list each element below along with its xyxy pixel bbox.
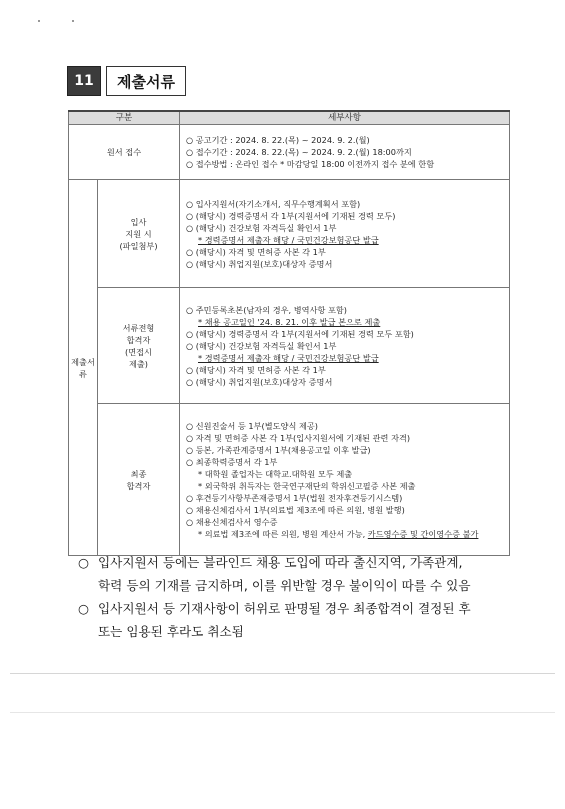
list-item: ○ (해당시) 건강보험 자격득실 확인서 1부 <box>186 222 337 233</box>
table-row-doc-pass <box>69 288 510 404</box>
table-header-row <box>69 111 510 125</box>
bullet-icon: ○ <box>78 601 89 616</box>
list-item: ○ (해당시) 경력증명서 각 1부(지원서에 기재된 경력 모두 포함) <box>186 328 414 339</box>
label-line: 합격자 <box>126 334 151 345</box>
label-line: 지원 시 <box>125 228 152 239</box>
note-underlined: 카드영수증 및 간이영수증 불가 <box>367 528 479 539</box>
scan-line <box>10 712 555 713</box>
list-note <box>186 352 505 364</box>
list-item: ○ (해당시) 취업지원(보호)대상자 증명서 <box>186 258 333 269</box>
label-line: (면접시 <box>125 346 152 357</box>
scan-line <box>10 673 555 674</box>
list-item: ○ 입사지원서(자기소개서, 직무수행계획서 포함) <box>186 198 361 209</box>
label-line: 입사 <box>130 216 147 227</box>
note-underlined: * 채용 공고일인 '24. 8. 21. 이후 발급 본으로 제출 <box>198 316 381 327</box>
list-item: ○ 등본, 가족관계증명서 1부(채용공고일 이후 발급) <box>186 444 371 455</box>
documents-table <box>68 110 510 556</box>
table-row-reception <box>69 125 510 180</box>
table-row-final <box>69 404 510 556</box>
label-line: 제출) <box>128 358 148 369</box>
notice-list <box>78 551 518 643</box>
notice-text: 또는 임용된 후라도 취소됨 <box>98 624 244 639</box>
header-details: 세부사항 <box>180 111 510 125</box>
header-category: 구분 <box>69 111 180 125</box>
list-item: ○ 채용신체검사서 영수증 <box>186 516 278 527</box>
notice-item <box>78 551 518 597</box>
list-item: ○ 신원진술서 등 1부(별도양식 제공) <box>186 420 318 431</box>
section-title: 제출서류 <box>106 66 186 96</box>
final-list <box>186 420 505 528</box>
section-number: 11 <box>67 66 101 96</box>
label-line: 합격자 <box>126 480 151 491</box>
scan-speck <box>72 20 74 22</box>
list-item: ○ 최종학력증명서 각 1부 <box>186 456 278 467</box>
doc-pass-details <box>180 288 510 404</box>
section-header <box>67 66 186 96</box>
list-item: ○ 공고기간 : 2024. 8. 22.(목) ~ 2024. 9. 2.(월) <box>186 135 370 145</box>
list-note: * 외국학위 취득자는 한국연구재단의 학위신고필증 사본 제출 <box>198 480 416 491</box>
list-item: ○ (해당시) 경력증명서 각 1부(지원서에 기재된 경력 모두) <box>186 210 396 221</box>
doc-pass-label <box>98 288 180 404</box>
label-line: 서류전형 <box>122 322 155 333</box>
scan-speck <box>38 20 40 22</box>
list-note: * 대학원 졸업자는 대학교.대학원 모두 제출 <box>198 468 353 479</box>
list-item: ○ (해당시) 건강보험 자격득실 확인서 1부 <box>186 340 337 351</box>
notice-text: 학력 등의 기재를 금지하며, 이를 위반할 경우 불이익이 따를 수 있음 <box>98 578 471 593</box>
list-note <box>186 316 505 328</box>
list-item: ○ 접수기간 : 2024. 8. 22.(목) ~ 2024. 9. 2.(월) 18:00까지 <box>186 147 412 157</box>
notice-text: 입사지원서 등 기재사항이 허위로 판명될 경우 최종합격이 결정된 후 <box>98 601 471 616</box>
label-line: 최종 <box>130 468 147 479</box>
note-underlined: * 경력증명서 제출자 해당 / 국민건강보험공단 발급 <box>198 352 379 363</box>
notice-item <box>78 597 518 643</box>
bullet-icon: ○ <box>78 555 89 570</box>
note-text: * 의료법 제3조에 따른 의원, 병원 계산서 가능, <box>198 528 368 539</box>
list-item: ○ (해당시) 자격 및 면허증 사본 각 1부 <box>186 246 326 257</box>
list-item: ○ (해당시) 취업지원(보호)대상자 증명서 <box>186 376 333 387</box>
list-item: ○ 채용신체검사서 1부(의료법 제3조에 따른 의원, 병원 발행) <box>186 504 405 515</box>
group-label: 제출서류 <box>69 180 98 556</box>
reception-details <box>180 125 510 180</box>
note-underlined: * 경력증명서 제출자 해당 / 국민건강보험공단 발급 <box>198 234 379 245</box>
apply-details <box>180 180 510 288</box>
list-item: ○ 자격 및 면허증 사본 각 1부(입사지원서에 기재된 관련 자격) <box>186 432 411 443</box>
reception-label: 원서 접수 <box>69 125 180 180</box>
list-item: ○ (해당시) 자격 및 면허증 사본 각 1부 <box>186 364 326 375</box>
list-item: ○ 후견등기사항부존재증명서 1부(법원 전자후견등기시스템) <box>186 492 403 503</box>
list-note <box>186 234 505 246</box>
table-row-apply <box>69 180 510 288</box>
final-label <box>98 404 180 556</box>
list-item: ○ 주민등록초본(남자의 경우, 병역사항 포함) <box>186 304 348 315</box>
label-line: (파일첨부) <box>119 240 158 251</box>
final-details <box>180 404 510 556</box>
list-item: ○ 접수방법 : 온라인 접수 * 마감당일 18:00 이전까지 접수 분에 한함 <box>186 159 435 169</box>
list-note <box>186 528 505 540</box>
apply-label <box>98 180 180 288</box>
notice-text: 입사지원서 등에는 블라인드 채용 도입에 따라 출신지역, 가족관계, <box>98 555 463 570</box>
